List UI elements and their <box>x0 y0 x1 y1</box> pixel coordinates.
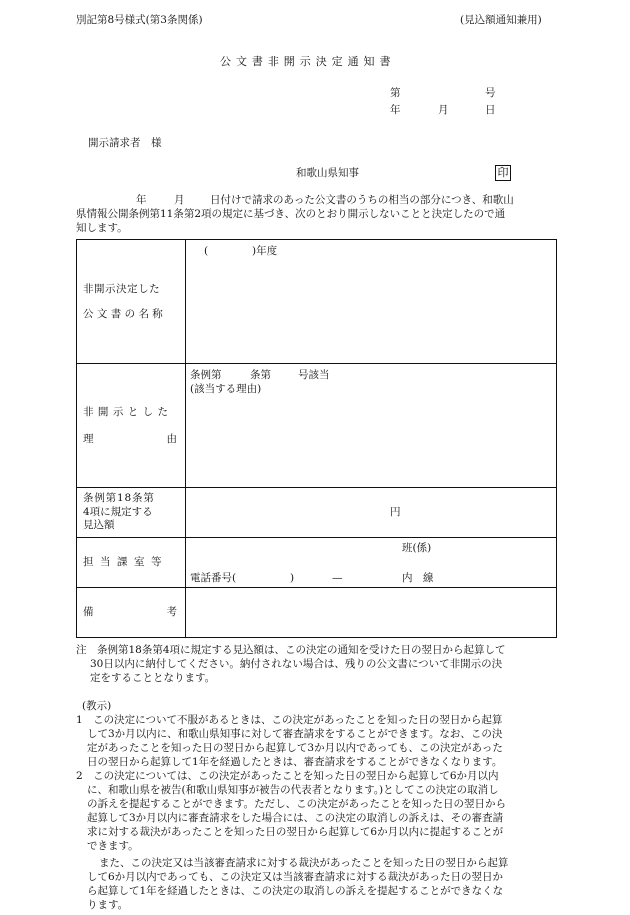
han-label: 班(係) <box>402 542 432 554</box>
note-line3: 定をすることとなります。 <box>90 672 216 684</box>
tel-close: ) <box>290 572 295 584</box>
naisen-label: 内 線 <box>402 572 434 584</box>
instruction-2-line3: の訴えを提起することができます。ただし、この決定があったことを知った日の翌日から <box>87 798 507 810</box>
label-estimate-line3: 見込額 <box>83 519 115 532</box>
label-document-name <box>77 240 186 364</box>
instruction-1-line3: 定があったことを知った日の翌日から起算して3か月以内であっても、この決定があった <box>87 742 503 754</box>
row-department <box>77 538 557 588</box>
intro-month: 月 <box>174 194 185 206</box>
row-estimate <box>77 488 557 538</box>
note-line1: 注 条例第18条第4項に規定する見込額は、この決定の通知を受けた日の翌日から起算して <box>76 644 506 656</box>
label-department-text: 担当課室等 <box>83 556 169 569</box>
addressee: 開示請求者 様 <box>88 137 162 149</box>
instruction-1-line4: 日の翌日から起算して1年を経過したときは、審査請求をすることができなくなります。 <box>87 756 503 768</box>
instruction-heading: (教示) <box>82 700 112 712</box>
page-title: 公文書非開示決定通知書 <box>220 55 396 68</box>
doc-number-go: 号 <box>485 87 496 99</box>
instruction-2-line1: 2 この決定については、この決定があったことを知った日の翌日から起算して6か月以内 <box>76 770 499 782</box>
jorei-label: 条例第 <box>190 369 222 381</box>
date-day: 日 <box>485 104 496 116</box>
intro-year: 年 <box>136 194 147 206</box>
seal-mark: 印 <box>495 165 511 181</box>
yen-unit: 円 <box>390 506 401 518</box>
label-department <box>77 538 186 588</box>
kou-label: 号該当 <box>298 369 330 381</box>
decision-table <box>76 239 557 638</box>
intro-line1: 日付けで請求のあった公文書のうちの相当の部分につき、和歌山 <box>210 194 514 206</box>
jo-label: 条第 <box>250 369 271 381</box>
label-remarks-text: 備 考 <box>83 606 177 619</box>
row-remarks <box>77 588 557 638</box>
year-suffix: )年度 <box>252 245 278 257</box>
doc-number-dai: 第 <box>390 87 401 99</box>
label-estimate-line1: 条例第18条第 <box>83 492 155 505</box>
instruction-2-line5: 求に対する裁決があったことを知った日の翌日から起算して6か月以内に提起することが <box>87 826 504 838</box>
label-remarks <box>77 588 186 638</box>
tel-dash: — <box>332 572 343 584</box>
instruction-2-line2: に、和歌山県を被告(和歌山県知事が被告の代表者となります。)としてこの決定の取消し <box>87 784 499 796</box>
intro-line3: 知します。 <box>76 222 128 234</box>
value-department[interactable] <box>186 538 557 588</box>
instruction-1-line1: 1 この決定について不服があるときは、この決定があったことを知った日の翌日から起算 <box>76 714 503 726</box>
intro-line2: 県情報公開条例第11条第2項の規定に基づき、次のとおり開示しないことと決定したので通 <box>76 208 506 220</box>
issuer-name: 和歌山県知事 <box>296 167 359 179</box>
date-year: 年 <box>390 104 401 116</box>
instruction-3-line3: ら起算して1年を経過したときは、この決定の取消しの訴えを提起することができなくな <box>87 885 504 897</box>
label-reason-line1: 非開示とした <box>83 406 173 419</box>
value-estimate[interactable] <box>186 488 557 538</box>
row-reason <box>77 364 557 488</box>
reason-label: (該当する理由) <box>190 383 262 395</box>
instruction-3-line1: また、この決定又は当該審査請求に対する裁決があったことを知った日の翌日から起算 <box>99 857 509 869</box>
note-line2: 30日以内に納付してください。納付されない場合は、残りの公文書について非開示の決 <box>90 658 503 670</box>
label-estimate-line2: 4項に規定する <box>83 505 153 518</box>
label-document-name-line1: 非開示決定した <box>83 283 161 296</box>
instruction-2-line4: 起算して3か月以内に審査請求をした場合には、この決定の取消しの訴えは、その審査請 <box>87 812 504 824</box>
value-remarks[interactable] <box>186 588 557 638</box>
date-month: 月 <box>438 104 449 116</box>
row-document-name <box>77 240 557 364</box>
form-variant: (見込額通知兼用) <box>460 14 542 26</box>
label-reason <box>77 364 186 488</box>
form-number: 別記第8号様式(第3条関係) <box>76 14 203 26</box>
tel-label: 電話番号( <box>190 572 237 584</box>
label-document-name-line2: 公文書の名称 <box>83 307 167 320</box>
label-estimate <box>77 488 186 538</box>
instruction-1-line2: して3か月以内に、和歌山県知事に対して審査請求をすることができます。なお、この決 <box>87 728 503 740</box>
instruction-2-line6: できます。 <box>87 840 139 852</box>
value-reason[interactable] <box>186 364 557 488</box>
instruction-3-line4: ります。 <box>87 899 129 911</box>
label-reason-line2: 理 由 <box>83 432 177 445</box>
year-open-paren: ( <box>204 245 209 257</box>
value-document-name[interactable] <box>186 240 557 364</box>
instruction-3-line2: して6か月以内であっても、この決定又は当該審査請求に対する裁決があった日の翌日か <box>87 871 503 883</box>
